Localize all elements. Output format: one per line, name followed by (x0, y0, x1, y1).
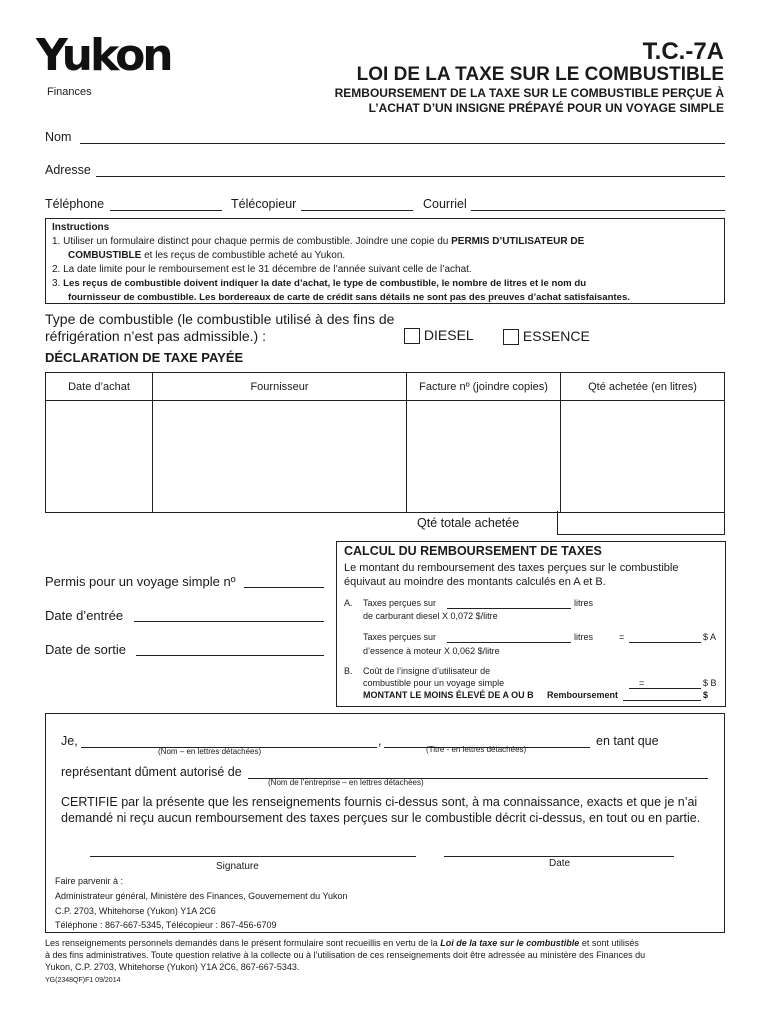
name-field[interactable] (80, 143, 725, 144)
b-letter: B. (344, 666, 353, 676)
column-header: Facture nº (joindre copies) (407, 373, 561, 401)
invoice-cell[interactable] (407, 401, 561, 513)
column-header: Fournisseur (153, 373, 407, 401)
instruction-1-number: 1. (52, 236, 61, 247)
page-title: LOI DE LA TAXE SUR LE COMBUSTIBLE (356, 64, 724, 85)
amount-a-field[interactable] (629, 642, 701, 643)
a-line1: Taxes perçues sur (363, 598, 437, 608)
phone-field[interactable] (110, 210, 222, 211)
amount-b-field[interactable] (629, 688, 701, 689)
instruction-1-rest: et les reçus de combustible acheté au Yukon. (144, 250, 346, 261)
a2-line1: Taxes perçues sur (363, 632, 437, 642)
declaration-heading: DÉCLARATION DE TAXE PAYÉE (45, 350, 244, 365)
instruction-3-line2: fournisseur de combustible. Les bordereaux de carte de crédit sans détails ne sont pas des preuves d’achat satisfaisantes. (68, 292, 630, 303)
instruction-2-number: 2. (52, 264, 61, 275)
instructions-heading: Instructions (52, 222, 110, 233)
instruction-3-line1: Les reçus de combustible doivent indiquer la date d’achat, le type de combustible, le nombre de litres et le nom du (63, 278, 587, 289)
address-label: Adresse (45, 163, 91, 177)
least-amount-label: MONTANT LE MOINS ÉLEVÉ DE A OU B (363, 690, 534, 700)
purchase-date-cell[interactable] (46, 401, 153, 513)
privacy-text-a: Les renseignements personnels demandés dans le présent formulaire sont recueillis en vertu de la (45, 938, 438, 948)
gas-litres-field[interactable] (447, 642, 571, 643)
diesel-label: DIESEL (423, 327, 474, 343)
subtitle-line1: REMBOURSEMENT DE LA TAXE SUR LE COMBUSTIBLE PERÇUE À (334, 86, 724, 100)
a-unit: litres (574, 598, 594, 608)
email-field[interactable] (471, 210, 725, 211)
declaration-table (45, 372, 725, 513)
instruction-1-text: Utiliser un formulaire distinct pour chaque permis de combustible. Joindre une copie du (63, 236, 449, 247)
form-code: T.C.-7A (642, 38, 724, 65)
email-label: Courriel (423, 197, 467, 211)
privacy-notice-line2: à des fins administratives. Toute question relative à la collecte ou à l’utilisation de ces renseignements doit être adressée au ministère des Finances du (45, 950, 646, 960)
permit-label: Permis pour un voyage simple nº (45, 574, 236, 589)
supplier-cell[interactable] (153, 401, 407, 513)
name-label: Nom (45, 130, 72, 144)
column-header: Date d’achat (46, 373, 153, 401)
fuel-type-label-line1: Type de combustible (le combustible utilisé à des fins de (45, 311, 395, 327)
essence-checkbox[interactable] (503, 329, 519, 345)
calculation-heading: CALCUL DU REMBOURSEMENT DE TAXES (344, 544, 602, 558)
phone-label: Téléphone (45, 197, 105, 211)
instruction-3-number: 3. (52, 278, 61, 289)
b-line1: Coût de l’insigne d’utilisateur de (363, 666, 491, 676)
a2-result: $ A (703, 632, 717, 642)
address-line2: C.P. 2703, Whitehorse (Yukon) Y1A 2C6 (55, 906, 216, 916)
certification-box: Je, , en tant que (Nom – en lettres détachées) (Titre - en lettres détachées) représentant dûment autorisé de (Nom de l’entreprise – en lettres détachées) CERTIFIE par la présente que les renseignements fournis ci-dessus sont, à ma connaissance, exacts et que je n’ai demandé ni reçu aucun remboursement des taxes perçues sur le combustible décrit ci-dessus, en tout ou en partie. Signature Date Faire parvenir à : Administrateur général, Ministère des Finances, Gouvernement du Yukon C.P. 2703, Whitehorse (Yukon) Y1A 2C6 Téléphone : 867-667-5345, Télécopieur : 867-456-6709 (45, 713, 725, 933)
privacy-law-name: Loi de la taxe sur le combustible (440, 938, 580, 948)
entry-date-field[interactable] (134, 621, 324, 622)
refund-unit: $ (703, 690, 709, 700)
address-line3: Téléphone : 867-667-5345, Télécopieur : 867-456-6709 (55, 920, 277, 930)
privacy-notice-line3: Yukon, C.P. 2703, Whitehorse (Yukon) Y1A 2C6, 867-667-5343. (45, 962, 300, 972)
exit-date-field[interactable] (136, 655, 324, 656)
certify-line1: CERTIFIE par la présente que les renseignements fournis ci-dessus sont, à ma connaissance, exacts et que je n’ai (61, 795, 698, 809)
a-line2: de carburant diesel X 0,072 $/litre (363, 611, 498, 621)
yukon-logo: Yukon (36, 30, 171, 81)
essence-label: ESSENCE (522, 328, 590, 344)
calc-intro-line1: Le montant du remboursement des taxes perçues sur le combustible (344, 562, 679, 574)
total-label: Qté totale achetée (417, 516, 520, 530)
instruction-1-bold2: COMBUSTIBLE (68, 250, 142, 261)
essence-option[interactable] (503, 328, 590, 345)
diesel-option[interactable] (404, 327, 474, 344)
entry-date-label: Date d’entrée (45, 608, 124, 623)
fax-field[interactable] (301, 210, 413, 211)
address-line1: Administrateur général, Ministère des Finances, Gouvernement du Yukon (55, 891, 348, 901)
diesel-litres-field[interactable] (447, 608, 571, 609)
b-result: $ B (703, 678, 717, 688)
instructions-box (45, 218, 725, 304)
signature-field[interactable] (90, 856, 416, 857)
a-letter: A. (344, 598, 353, 608)
title-hint: (Titre - en lettres détachées) (426, 745, 527, 754)
fax-label: Télécopieur (231, 197, 297, 211)
instruction-1-bold: PERMIS D’UTILISATEUR DE (451, 236, 585, 247)
quantity-cell[interactable] (561, 401, 725, 513)
date-field[interactable] (444, 856, 674, 857)
department-name: Finances (47, 86, 92, 98)
representative-label: représentant dûment autorisé de (61, 765, 242, 779)
a2-line2: d’essence à moteur X 0,062 $/litre (363, 646, 500, 656)
form-id: YG(2348QF)F1 09/2014 (45, 977, 121, 984)
refund-label: Remboursement (547, 690, 619, 700)
fuel-type-label-line2: réfrigération n’est pas admissible.) : (45, 328, 266, 344)
diesel-checkbox[interactable] (404, 328, 420, 344)
refund-field[interactable] (623, 700, 701, 701)
privacy-text-b: et sont utilisés (581, 938, 639, 948)
certify-line2: demandé ni reçu aucun remboursement des taxes perçues sur le combustible décrit ci-dessus, en tout ou en partie. (61, 811, 701, 825)
je-label: Je, (61, 734, 78, 748)
b-line2: combustible pour un voyage simple (363, 678, 505, 688)
column-header: Qté achetée (en litres) (561, 373, 725, 401)
exit-date-label: Date de sortie (45, 642, 126, 657)
instruction-2-text: La date limite pour le remboursement est le 31 décembre de l’année suivant celle de l’achat. (63, 264, 472, 275)
address-field[interactable] (96, 176, 725, 177)
send-to-label: Faire parvenir à : (55, 876, 124, 886)
name-hint: (Nom – en lettres détachées) (158, 747, 262, 756)
permit-field[interactable] (244, 587, 324, 588)
calculation-box: CALCUL DU REMBOURSEMENT DE TAXES Le montant du remboursement des taxes perçues sur le combustible équivaut au moindre des montants calculés en A et B. A. Taxes perçues sur litres de carburant diesel X 0,072 $/litre Taxes perçues sur litres = $ A d’essence à moteur X 0,062 $/litre B. Coût de l’insigne d’utilisateur de combustible pour un voyage simple = $ B MONTANT LE MOINS ÉLEVÉ DE A OU B Remboursement $ (336, 541, 726, 707)
company-hint: (Nom de l’entreprise – en lettres détachées) (268, 778, 424, 787)
privacy-notice-line1 (45, 938, 639, 948)
total-quantity-field[interactable] (557, 511, 725, 535)
as-label: en tant que (596, 734, 659, 748)
date-label: Date (549, 858, 571, 869)
a2-unit: litres (574, 632, 594, 642)
signature-label: Signature (216, 861, 259, 872)
subtitle-line2: L’ACHAT D’UN INSIGNE PRÉPAYÉ POUR UN VOYAGE SIMPLE (368, 101, 724, 115)
calc-intro-line2: équivaut au moindre des montants calculés en A et B. (344, 576, 606, 588)
